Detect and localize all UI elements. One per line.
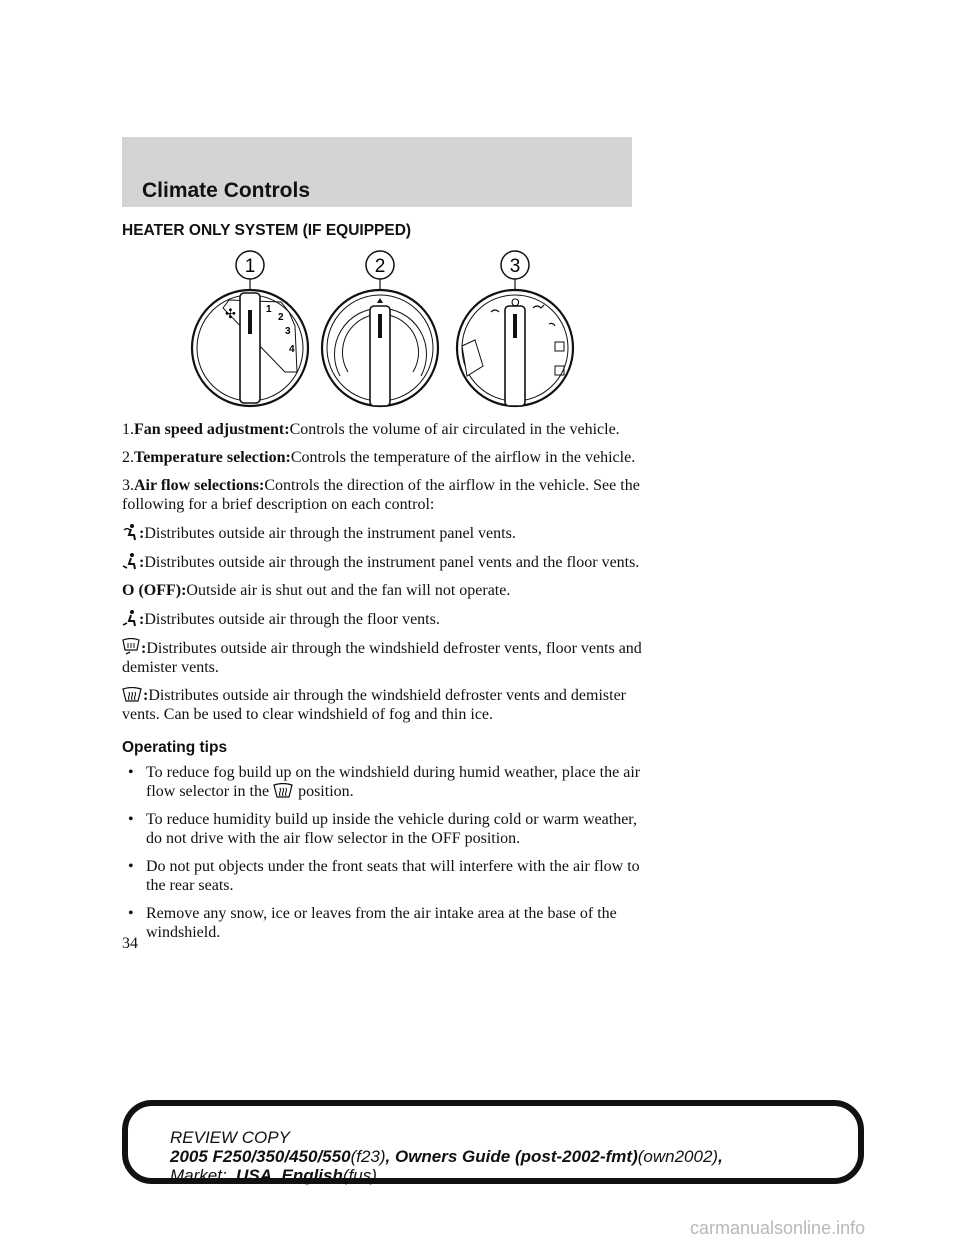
item-number: 3. (122, 477, 134, 494)
panel-vent-icon (122, 523, 138, 541)
mode-text: Outside air is shut out and the fan will not operate. (186, 582, 511, 599)
footer-segment: , (718, 1147, 723, 1166)
watermark: carmanualsonline.info (690, 1218, 866, 1238)
footer-segment: (own2002) (637, 1147, 719, 1166)
footer-line-2 (170, 1147, 723, 1166)
item-label: Air flow selections: (134, 477, 265, 494)
bullet-dot: • (128, 764, 134, 781)
panel-floor-icon (122, 552, 138, 570)
tip-text: To reduce fog build up on the windshield during humid weather, place the air flow selector in the (146, 764, 641, 800)
mode-text: Distributes outside air through the floor vents. (144, 611, 440, 628)
item-temperature (122, 448, 642, 467)
operating-tips-title: Operating tips (122, 739, 228, 756)
footer-segment: , Owners Guide (post-2002-fmt) (385, 1147, 638, 1166)
defrost-icon (122, 687, 142, 703)
page-number: 34 (122, 935, 138, 952)
item-text: Controls the direction of the airflow in the vehicle. See the following for a brief description on each control: (122, 477, 640, 513)
footer-lines (170, 1128, 723, 1185)
mode-colon: : (139, 554, 145, 571)
mode-colon: : (139, 525, 145, 542)
mode-floor-defrost (122, 638, 642, 677)
bullet-dot: • (128, 811, 134, 828)
section-title: HEATER ONLY SYSTEM (IF EQUIPPED) (122, 222, 412, 239)
fan-mark-3: 3 (285, 326, 291, 337)
fan-icon: ✣ (225, 307, 236, 322)
airflow-knob (457, 290, 573, 406)
mode-label: O (OFF): (122, 582, 187, 599)
mode-colon: : (139, 611, 145, 628)
fan-mark-4: 4 (289, 344, 295, 355)
airflow-off-mark: O (511, 297, 520, 309)
mode-panel-floor (122, 552, 642, 572)
mode-panel (122, 523, 642, 543)
fan-mark-2: 2 (278, 312, 284, 323)
floor-vent-icon (122, 609, 138, 627)
tip-item (122, 810, 642, 848)
item-label: Temperature selection: (134, 449, 291, 466)
temperature-knob (322, 290, 438, 406)
item-number: 1. (122, 421, 134, 438)
item-fan-speed (122, 420, 642, 439)
defrost-icon (273, 783, 293, 799)
footer-line-1: REVIEW COPY (170, 1128, 290, 1147)
mode-colon: : (143, 687, 149, 704)
review-copy-footer (122, 1100, 864, 1184)
floor-defrost-icon (122, 638, 140, 656)
mode-defrost (122, 686, 642, 724)
item-text: Controls the volume of air circulated in the vehicle. (289, 421, 620, 438)
header-bar (122, 137, 632, 207)
heater-controls-figure (185, 248, 585, 410)
callout-3-label: 3 (509, 256, 521, 277)
bullet-dot: • (128, 905, 134, 922)
tip-item (122, 763, 642, 801)
callout-2-label: 2 (374, 256, 386, 277)
callout-1-label: 1 (244, 256, 256, 277)
footer-segment: (fus) (342, 1166, 377, 1185)
footer-segment: USA_English (226, 1166, 343, 1185)
mode-colon: : (141, 640, 147, 657)
fan-knob (192, 290, 308, 406)
tip-text: Do not put objects under the front seats that will interfere with the air flow to the rear seats. (146, 858, 640, 894)
tip-item (122, 857, 642, 895)
tip-item (122, 904, 642, 942)
item-air-flow (122, 476, 642, 514)
mode-off (122, 581, 642, 600)
footer-segment: (f23) (350, 1147, 386, 1166)
item-number: 2. (122, 449, 134, 466)
page-title: Climate Controls (142, 179, 311, 202)
tip-text: Remove any snow, ice or leaves from the air intake area at the base of the windshield. (146, 905, 617, 941)
footer-segment: Market: (170, 1166, 227, 1185)
mode-text: Distributes outside air through the windshield defroster vents and demister vents. Can be used to clear windshield of fog and thin ice. (122, 687, 627, 723)
mode-floor (122, 609, 642, 629)
tip-text: To reduce humidity build up inside the vehicle during cold or warm weather, do not drive with the air flow selector in the OFF position. (146, 811, 637, 847)
mode-text: Distributes outside air through the windshield defroster vents, floor vents and demister vents. (122, 640, 642, 676)
mode-text: Distributes outside air through the instrument panel vents. (144, 525, 516, 542)
item-text: Controls the temperature of the airflow in the vehicle. (290, 449, 636, 466)
body-text (122, 420, 642, 951)
footer-segment: 2005 F250/350/450/550 (170, 1147, 351, 1166)
mode-text: Distributes outside air through the instrument panel vents and the floor vents. (144, 554, 640, 571)
footer-line-3 (170, 1166, 723, 1185)
bullet-dot: • (128, 858, 134, 875)
tip-text: position. (298, 783, 354, 800)
fan-mark-1: 1 (266, 304, 272, 315)
item-label: Fan speed adjustment: (134, 421, 290, 438)
